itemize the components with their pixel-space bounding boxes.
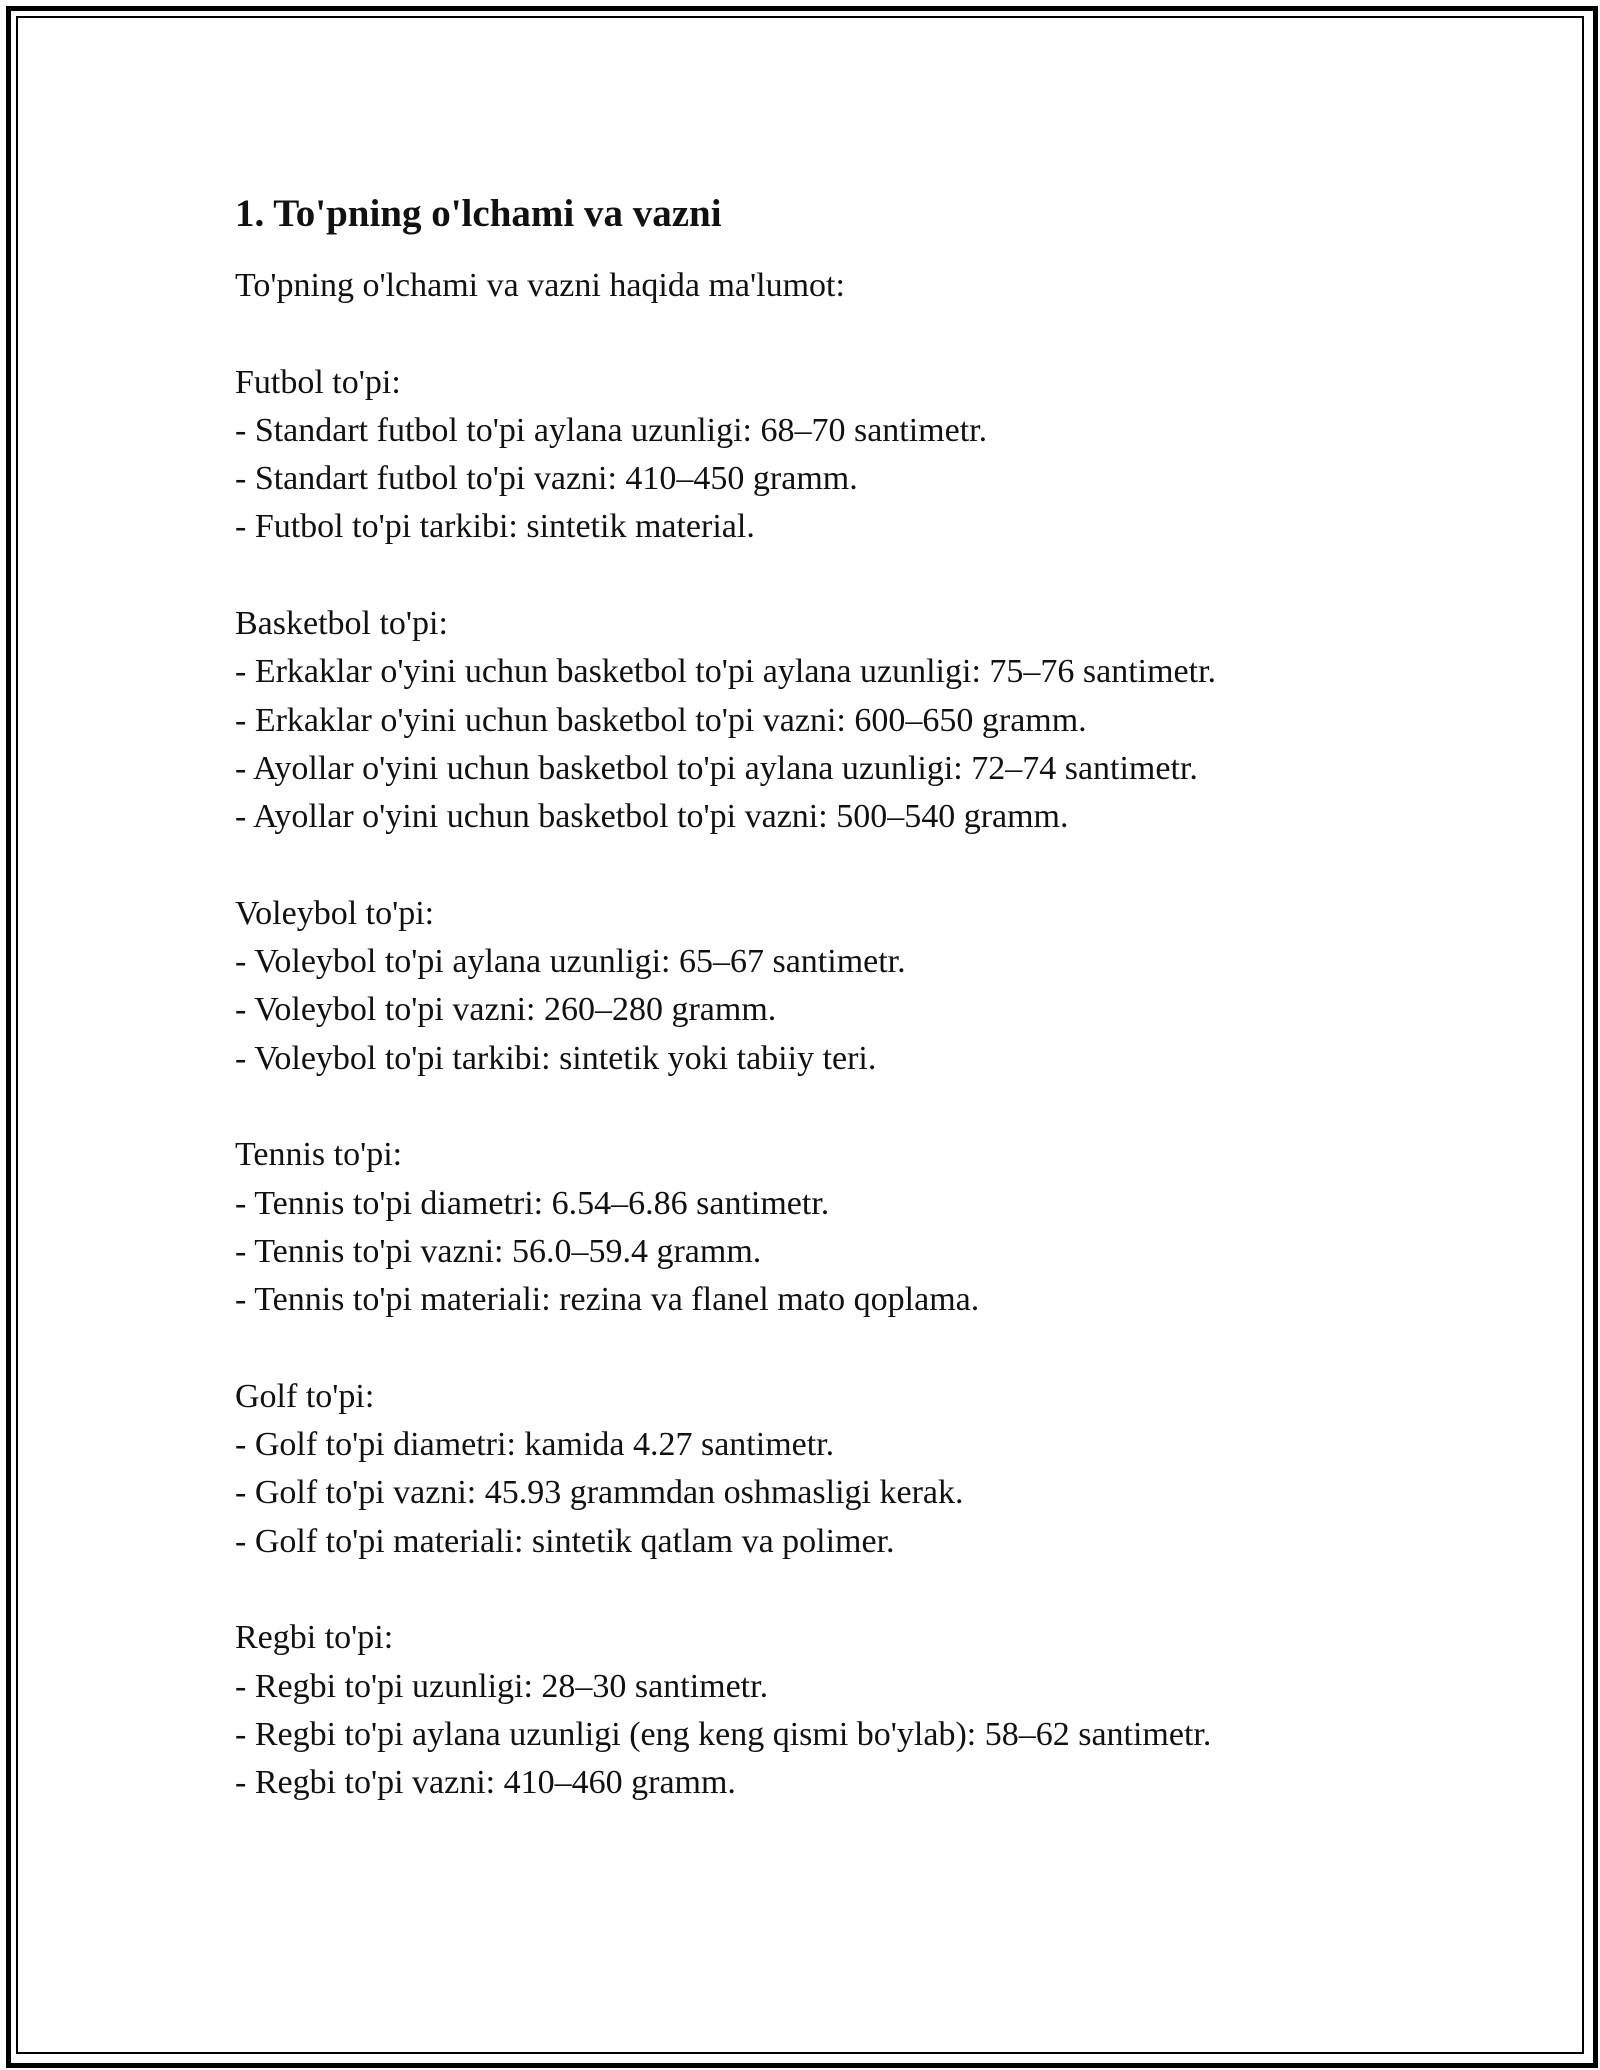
list-item: - Voleybol to'pi aylana uzunligi: 65–67 santimetr.: [235, 943, 906, 981]
list-item: - Voleybol to'pi tarkibi: sintetik yoki tabiiy teri.: [235, 1039, 877, 1077]
list-item: - Erkaklar o'yini uchun basketbol to'pi aylana uzunligi: 75–76 santimetr.: [235, 653, 1217, 691]
list-item: - Standart futbol to'pi aylana uzunligi: 68–70 santimetr.: [235, 411, 988, 449]
section-volleyball: [235, 890, 1385, 1083]
section-title: Voleybol to'pi:: [235, 894, 435, 932]
document-body: [235, 188, 1385, 1856]
list-item: - Regbi to'pi vazni: 410–460 gramm.: [235, 1764, 736, 1802]
list-item: - Ayollar o'yini uchun basketbol to'pi vazni: 500–540 gramm.: [235, 798, 1069, 836]
section-title: Basketbol to'pi:: [235, 605, 448, 643]
list-item: - Regbi to'pi uzunligi: 28–30 santimetr.: [235, 1667, 769, 1705]
list-item: - Tennis to'pi materiali: rezina va flanel mato qoplama.: [235, 1281, 980, 1319]
section-golf: [235, 1373, 1385, 1566]
section-title: Tennis to'pi:: [235, 1136, 403, 1174]
section-heading: 1. To'pning o'lchami va vazni: [235, 192, 722, 235]
list-item: - Erkaklar o'yini uchun basketbol to'pi vazni: 600–650 gramm.: [235, 701, 1087, 739]
list-item: - Golf to'pi diametri: kamida 4.27 santimetr.: [235, 1426, 835, 1464]
section-title: Regbi to'pi:: [235, 1619, 394, 1657]
list-item: - Golf to'pi vazni: 45.93 grammdan oshmasligi kerak.: [235, 1474, 964, 1512]
list-item: - Tennis to'pi diametri: 6.54–6.86 santimetr.: [235, 1184, 830, 1222]
list-item: - Ayollar o'yini uchun basketbol to'pi aylana uzunligi: 72–74 santimetr.: [235, 749, 1198, 787]
section-football: [235, 359, 1385, 552]
list-item: - Golf to'pi materiali: sintetik qatlam va polimer.: [235, 1522, 895, 1560]
intro-text: To'pning o'lchami va vazni haqida ma'lumot:: [235, 267, 845, 304]
list-item: - Regbi to'pi aylana uzunligi (eng keng qismi bo'ylab): 58–62 santimetr.: [235, 1715, 1212, 1753]
section-title: Golf to'pi:: [235, 1377, 375, 1415]
list-item: - Standart futbol to'pi vazni: 410–450 gramm.: [235, 460, 858, 498]
list-item: - Voleybol to'pi vazni: 260–280 gramm.: [235, 991, 777, 1029]
section-tennis: [235, 1131, 1385, 1324]
list-item: - Futbol to'pi tarkibi: sintetik material.: [235, 508, 755, 546]
section-title: Futbol to'pi:: [235, 363, 401, 401]
section-basketball: [235, 600, 1385, 841]
section-rugby: [235, 1614, 1385, 1807]
list-item: - Tennis to'pi vazni: 56.0–59.4 gramm.: [235, 1232, 762, 1270]
